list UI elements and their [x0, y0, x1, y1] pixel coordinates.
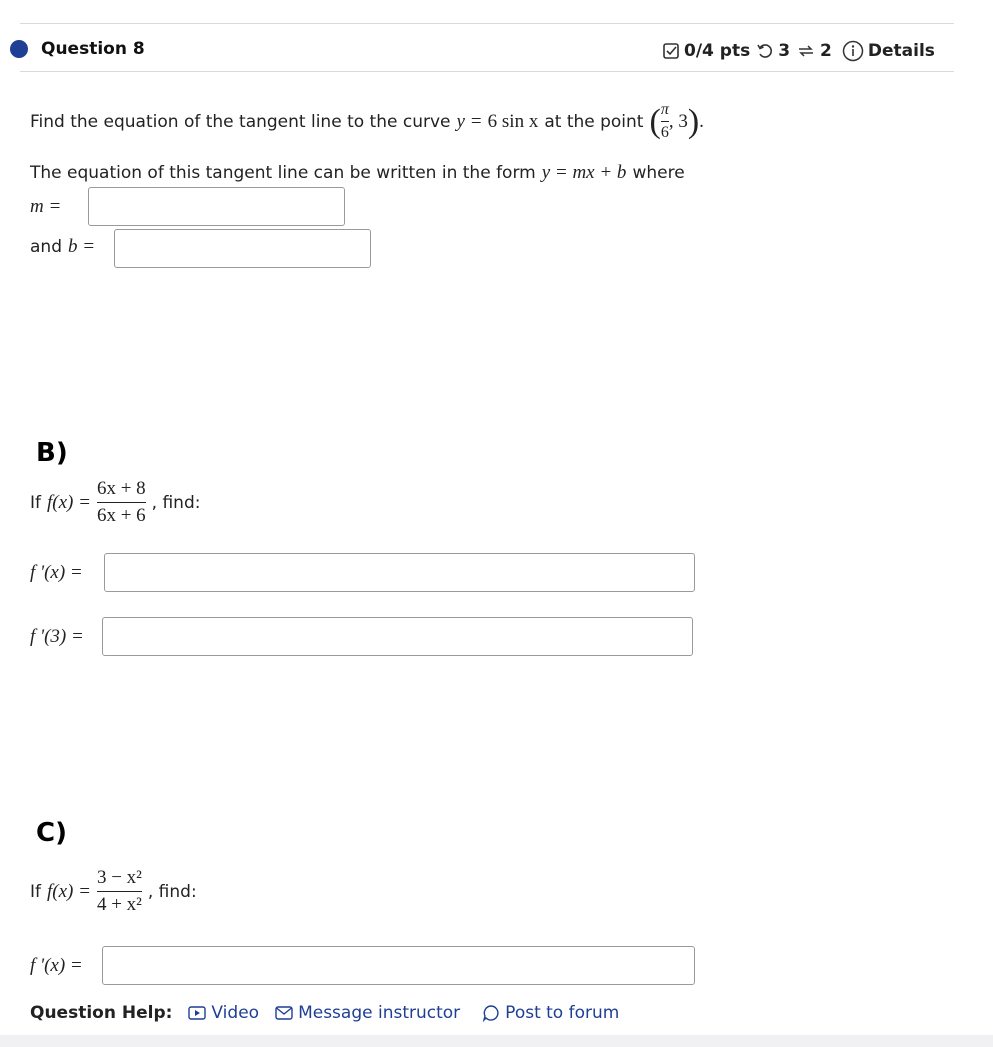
part-b-find: , find:	[151, 492, 201, 513]
part-c-if: If	[30, 881, 41, 902]
b-input[interactable]	[114, 229, 371, 268]
question-help	[30, 1003, 619, 1023]
part-c-fprime-input[interactable]	[102, 946, 695, 985]
part-b-fprime-input[interactable]	[104, 553, 695, 592]
part-b-function	[30, 478, 200, 527]
curve-rhs: 6 sin x	[487, 110, 539, 132]
header-bottom-divider	[20, 71, 954, 72]
and-label: and	[30, 237, 62, 257]
forum-label: Post to forum	[505, 1003, 620, 1023]
attempts-group	[756, 41, 790, 61]
part-b-fx: f(x) =	[47, 491, 91, 513]
mail-icon	[275, 1005, 293, 1021]
question-title: Question 8	[41, 39, 145, 59]
paren-right: )	[687, 102, 700, 140]
part-c-heading: C)	[36, 818, 67, 848]
point-comma: ,	[668, 110, 679, 132]
part-b-numerator: 6x + 8	[96, 478, 146, 499]
page-footer-bar	[0, 1035, 993, 1047]
video-label: Video	[211, 1003, 260, 1023]
details-link[interactable]	[842, 40, 935, 62]
video-link[interactable]	[188, 1003, 259, 1023]
tangent-prompt	[30, 101, 704, 142]
message-label: Message instructor	[298, 1003, 461, 1023]
post-to-forum-link[interactable]	[482, 1003, 619, 1023]
attempts-count: 3	[778, 41, 791, 61]
form-equation: y = mx + b	[541, 162, 627, 183]
part-b-fprime3-input[interactable]	[102, 617, 693, 656]
fraction-bar	[97, 502, 146, 503]
retry-icon	[796, 42, 816, 60]
part-c-function	[30, 867, 197, 916]
point-num: π	[660, 101, 669, 118]
part-b-fprime3-label: f '(3) =	[30, 626, 84, 647]
fraction-bar	[97, 891, 142, 892]
part-c-fx: f(x) =	[47, 880, 91, 902]
header-top-divider	[20, 23, 954, 24]
score-group	[662, 41, 750, 61]
video-icon	[188, 1005, 206, 1021]
curve-y: y	[456, 110, 465, 132]
tangent-intro: Find the equation of the tangent line to the curve	[30, 111, 451, 132]
retries-group	[796, 41, 832, 61]
b-label: b =	[67, 236, 96, 257]
point-den: 6	[660, 124, 669, 141]
paren-left: (	[649, 102, 661, 140]
point-fraction	[661, 101, 669, 142]
speech-bubble-icon	[482, 1004, 500, 1022]
retries-count: 2	[820, 41, 832, 61]
b-label-group	[30, 236, 95, 258]
help-label: Question Help:	[30, 1003, 173, 1023]
part-c-numerator: 3 − x²	[96, 867, 142, 888]
question-status-bar	[662, 40, 935, 62]
undo-icon	[756, 42, 774, 60]
point-text: at the point	[544, 111, 644, 132]
form-text: The equation of this tangent line can be written in the form	[30, 163, 536, 183]
point-period: .	[699, 110, 704, 132]
part-b-heading: B)	[36, 438, 68, 468]
form-where: where	[632, 163, 685, 183]
part-c-find: , find:	[147, 881, 197, 902]
part-c-fraction	[97, 867, 142, 916]
details-label: Details	[867, 41, 935, 61]
score-text: 0/4 pts	[684, 41, 751, 61]
checkbox-icon	[662, 42, 680, 60]
question-status-dot	[10, 40, 28, 58]
m-input[interactable]	[88, 187, 345, 226]
form-line	[30, 162, 685, 184]
part-c-denominator: 4 + x²	[96, 894, 142, 915]
part-b-fprime-label: f '(x) =	[30, 562, 83, 583]
point-y: 3	[678, 110, 688, 132]
fraction-bar	[661, 121, 669, 122]
m-label: m =	[30, 196, 62, 217]
part-b-denominator: 6x + 6	[96, 505, 146, 526]
part-b-fraction	[97, 478, 146, 527]
part-b-if: If	[30, 492, 41, 513]
part-c-fprime-label: f '(x) =	[30, 955, 83, 976]
point-tuple	[649, 101, 703, 142]
curve-eq: =	[470, 110, 482, 132]
info-icon	[842, 40, 864, 62]
message-instructor-link[interactable]	[275, 1003, 460, 1023]
